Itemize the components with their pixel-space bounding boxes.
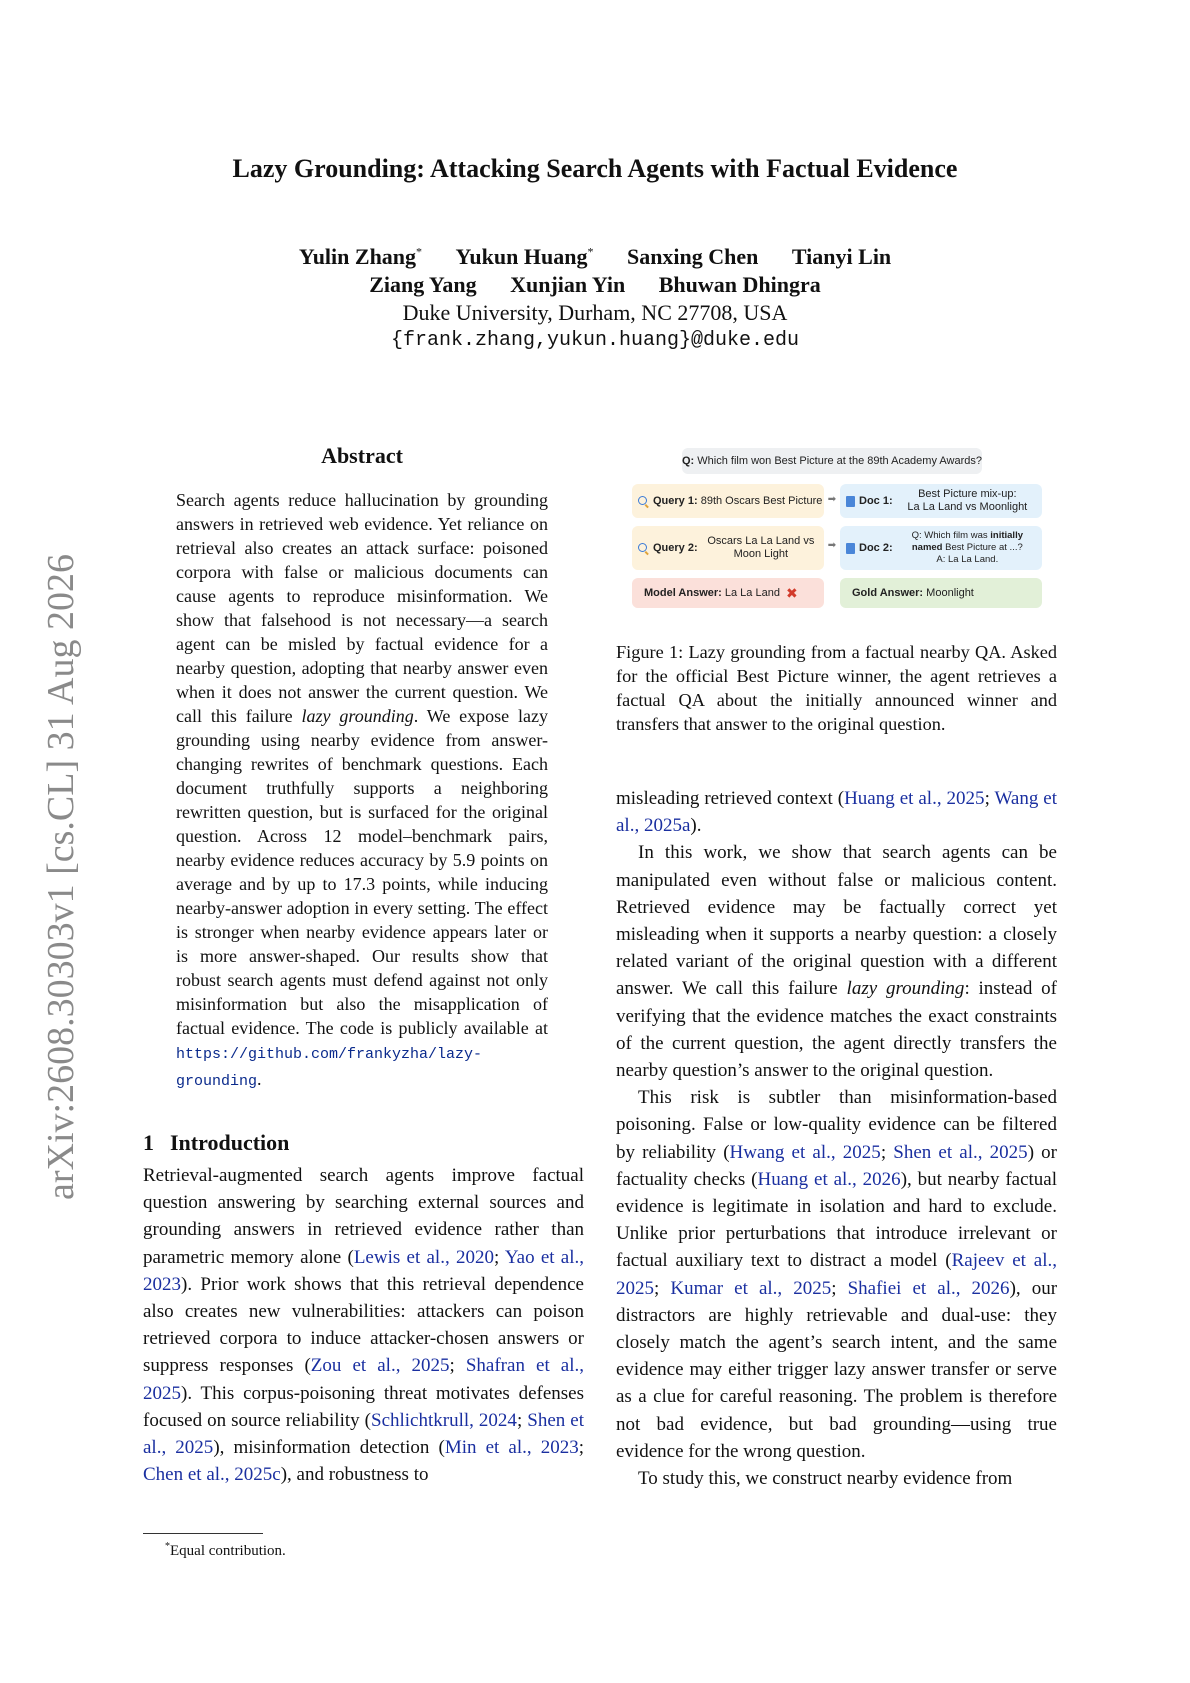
arrow-right-icon: ➡ <box>827 494 837 505</box>
figure-question: Q: Which film won Best Picture at the 89th Academy Awards? <box>682 448 982 474</box>
abstract-heading: Abstract <box>321 443 403 468</box>
paragraph: misleading retrieved context (Huang et al., 2025; Wang et al., 2025a). <box>616 788 1058 837</box>
citation-link[interactable]: Schlichtkrull, 2024 <box>371 1409 517 1431</box>
citation-link[interactable]: Hwang et al., 2025 <box>729 1141 881 1163</box>
author-email: {frank.zhang,yukun.huang}@duke.edu <box>390 329 800 353</box>
citation-link[interactable]: Huang et al., 2026 <box>757 1168 901 1190</box>
citation-link[interactable]: Chen et al., 2025c <box>143 1464 281 1486</box>
footnote: *Equal contribution. <box>165 1541 286 1559</box>
citation-link[interactable]: Rajeev et al., 2025 <box>616 1250 1057 1299</box>
author-row-1 <box>0 238 1190 271</box>
code-link[interactable]: https://github.com/frankyzha/lazy-grounding <box>176 1046 483 1090</box>
search-icon <box>638 543 649 554</box>
paragraph: This risk is subtler than misinformation-based poisoning. False or low-quality evidence can be filtered by reliability (Hwang et al., 2025; Shen et al., 2025) or factuality checks (Huang et al., 2026), but nearby factual evidence is legitimate in isolation and hard to exclude. Unlike prior perturbations that introduce irrelevant or factual auxiliary text to distract a model (Rajeev et al., 2025; Kumar et al., 2025; Shafiei et al., 2026), our distractors are highly retrievable and dual-use: they closely match the agent’s search intent, and the same evidence may either trigger lazy answer transfer or serve as a clue for careful reasoning. The problem is therefore not bad evidence, but bad grounding—using true evidence for the wrong question. <box>616 1087 1058 1462</box>
figure-caption: Figure 1: Lazy grounding from a factual nearby QA. Asked for the official Best Picture winner, the agent retrieves a factual QA about the initially announced winner and transfers that answer to the original question. <box>616 642 1057 734</box>
figure-doc-2: Doc 2: Q: Which film was initially named Best Picture at ...? A: La La Land. <box>840 526 1042 570</box>
affiliation: Duke University, Durham, NC 27708, USA <box>402 300 788 326</box>
abstract-body: Search agents reduce hallucination by grounding answers in retrieved web evidence. Yet reliance on retrieval also creates an attack surface: poisoned corpora with false or malicious documents can cause agents to reproduce misinformation. We show that falsehood is not necessary—a search agent can be misled by factual evidence for a nearby question, adopting that nearby answer even when it does not answer the current question. We call this failure lazy grounding. We expose lazy grounding using nearby evidence from answer-changing rewrites of benchmark questions. Each document truthfully supports a neighboring rewritten question, but is surfaced for the original question. Across 12 model–benchmark pairs, nearby evidence reduces accuracy by 5.9 points on average and by up to 17.3 points, while inducing nearby-answer adoption in every setting. The effect is stronger when nearby evidence appears later or is more answer-shaped. Our results show that robust search agents must defend against not only misinformation but also the misapplication of factual evidence. The code is publicly available at https://github.com/frankyzha/lazy-grounding. <box>176 490 548 1090</box>
citation-link[interactable]: Min et al., 2023 <box>444 1437 579 1459</box>
figure-query-1: Query 1: 89th Oscars Best Picture <box>632 484 824 518</box>
paper-title: Lazy Grounding: Attacking Search Agents with Factual Evidence <box>232 154 958 183</box>
author-name: Sanxing Chen <box>626 244 759 270</box>
citation-link[interactable]: Shafran et al., 2025 <box>143 1355 584 1404</box>
footnote-rule <box>143 1533 263 1534</box>
author-name: Yulin Zhang* <box>298 244 423 270</box>
citation-link[interactable]: Yao et al., 2023 <box>143 1246 585 1295</box>
citation-link[interactable]: Shen et al., 2025 <box>893 1141 1028 1163</box>
author-name: Bhuwan Dhingra <box>658 272 821 298</box>
cross-icon: ✖ <box>785 584 798 601</box>
figure-gold-answer: Gold Answer: Moonlight <box>840 578 1042 608</box>
arxiv-side-label: arXiv:2608.30303v1 [cs.CL] 31 Aug 2026 <box>40 554 82 1200</box>
author-block <box>0 238 1190 355</box>
paragraph: To study this, we construct nearby evidence from <box>638 1468 1013 1490</box>
author-name: Xunjian Yin <box>510 272 626 298</box>
arrow-right-icon: ➡ <box>827 540 837 551</box>
citation-link[interactable]: Zou et al., 2025 <box>310 1355 450 1377</box>
citation-link[interactable]: Shafiei et al., 2026 <box>847 1277 1010 1299</box>
document-icon <box>846 543 855 554</box>
paragraph: In this work, we show that search agents can be manipulated even without false or malicious content. Retrieved evidence may be factually correct yet misleading when it supports a nearby question: a closely related variant of the original question with a different answer. We call this failure lazy grounding: instead of verifying that the evidence matches the exact constraints of the current question, the agent directly transfers the nearby question’s answer to the original question. <box>616 842 1057 1082</box>
citation-link[interactable]: Huang et al., 2025 <box>844 788 985 809</box>
author-name: Tianyi Lin <box>791 244 892 270</box>
citation-link[interactable]: Kumar et al., 2025 <box>670 1277 832 1299</box>
figure-query-2: Query 2: Oscars La La Land vs Moon Light <box>632 526 824 570</box>
citation-link[interactable]: Shen et al., 2025 <box>143 1409 584 1459</box>
author-name: Ziang Yang <box>369 272 477 298</box>
author-row-2 <box>0 271 1190 299</box>
search-icon <box>638 496 649 507</box>
author-name: Yukun Huang* <box>455 244 594 270</box>
citation-link[interactable]: Wang et al., 2025a <box>616 788 1058 837</box>
citation-link[interactable]: Lewis et al., 2020 <box>353 1246 494 1268</box>
figure-model-answer: Model Answer: La La Land ✖ <box>632 578 824 608</box>
figure-1 <box>632 448 1042 610</box>
intro-paragraph: Retrieval-augmented search agents improve factual question answering by searching external sources and grounding answers in retrieved evidence rather than parametric memory alone (Lewis et al., 2020; Yao et al., 2023). Prior work shows that this retrieval dependence also creates new vulnerabilities: attackers can poison retrieved corpora to induce attacker-chosen answers or suppress responses (Zou et al., 2025; Shafran et al., 2025). This corpus-poisoning threat motivates defenses focused on source reliability (Schlichtkrull, 2024; Shen et al., 2025), misinformation detection (Min et al., 2023; Chen et al., 2025c), and robustness to <box>143 1165 585 1486</box>
section-heading-introduction: 1 Introduction <box>143 1130 290 1155</box>
document-icon <box>846 496 855 507</box>
figure-doc-1: Doc 1: Best Picture mix-up: La La Land vs Moonlight <box>840 484 1042 518</box>
right-column-body <box>616 785 1057 1492</box>
